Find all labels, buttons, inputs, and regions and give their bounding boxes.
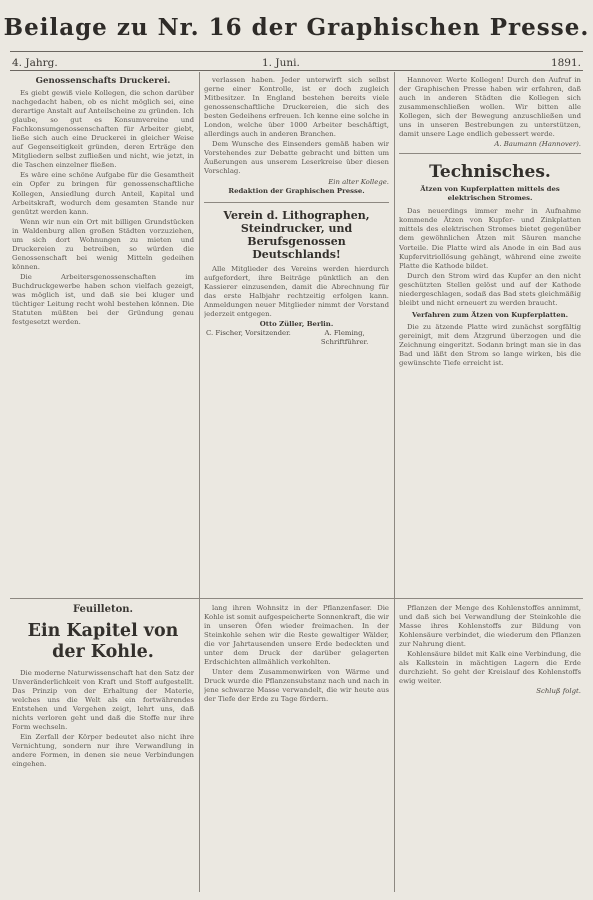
feuilleton-label: Feuilleton.: [73, 604, 133, 615]
editor-note: Redaktion der Graphischen Presse.: [228, 186, 365, 195]
paragraph: Die zu ätzende Platte wird zunächst sorgfältig gereinigt, mit dem Ätzgrund überzogen und die Zeichnung eingeritzt. Sodann bringt man sie in das Bad und läßt den Strom so lange wirken, bis die gewünschte Tiefe erreicht ist.: [399, 322, 581, 368]
column-right-upper: [399, 76, 581, 594]
separator: [204, 196, 389, 203]
article-heading-genossenschaft: Genossenschafts Druckerei.: [35, 76, 171, 86]
paragraph: Hannover. Werte Kollegen! Durch den Aufruf in der Graphischen Presse haben wir erfahren, daß auch in anderen Städten die Kollegen sich zusammenschließen wollen. Wir bitten alle Kollegen, sich der Bewegung anzuschließen und uns in unseren Bestrebungen zu unterstützen, damit unsere Lage endlich gebessert werde.: [399, 76, 581, 139]
paragraph: Es wäre eine schöne Aufgabe für die Gesamtheit ein Opfer zu bringen für genossenschaftliche Kollegen, Ansiedlung durch Anteil, Kapital und Arbeitskraft, wodurch dem gesamten Stande nur genützt werden kann.: [12, 171, 194, 216]
issue-date: 1. Juni.: [262, 57, 300, 69]
paragraph: Die moderne Naturwissenschaft hat den Satz der Unveränderlichkeit von Kraft und Stoff aufgestellt. Das Prinzip von der Erhaltung der Materie, welches uns die Welt als ein fortwährendes Entstehen und Vergehen zeigt, lehrt uns, daß nichts verloren geht und daß die Stoffe nur ihre Form wechseln.: [12, 669, 194, 732]
paragraph: Dem Wunsche des Einsenders gemäß haben wir Vorstehendes zur Debatte gebracht und bitten um Äußerungen aus unserem Leserkreise über diesen Vorschlag.: [204, 140, 389, 176]
signature: Ein alter Kollege.: [328, 177, 389, 186]
paragraph: verlassen haben. Jeder unterwirft sich selbst gerne einer Kontrolle, ist er doch zugleich Mitbesitzer. In England bestehen bereits viele genossenschaftliche Druckereien, die sich des besten Gedeihens erfreuen. Ich kenne eine solche in London, welche über 1000 Arbeiter beschäftigt, allerdings auch in anderen Branchen.: [204, 76, 389, 139]
section-divider: [10, 598, 583, 599]
column-divider-1: [199, 72, 200, 892]
verein-address: Otto Züller, Berlin.: [259, 319, 334, 328]
column-divider-2: [394, 72, 395, 892]
column-right-lower: [399, 604, 581, 894]
technisches-subheading-2: Verfahren zum Ätzen von Kupferplatten.: [411, 310, 569, 319]
verein-signatures: [204, 329, 389, 347]
paragraph: lang ihren Wohnsitz in der Pflanzenfaser. Die Kohle ist somit aufgespeicherte Sonnenkraft, die wir in unseren Öfen wieder freimachen. In der Steinkohle sehen wir die Reste gewaltiger Wälder, die vor Jahrtausenden unsere Erde bedeckten und unter dem Druck der darüber gelagerten Erdschichten allmählich verkohlten.: [204, 604, 389, 667]
signature: Schluß folgt.: [536, 687, 581, 696]
paragraph: Pflanzen der Menge des Kohlenstoffes annimmt, und daß sich bei Verwandlung der Steinkohle die Masse ihres Kohlenstoffs zur Bildung von Kohlensäure verbindet, die wiederum den Pflanzen zur Nahrung dient.: [399, 604, 581, 649]
column-genossenschaft: [12, 76, 194, 594]
paragraph: Alle Mitglieder des Vereins werden hierdurch aufgefordert, ihre Beiträge pünktlich an den Kassierer einzusenden, damit die Abrechnung für das erste Halbjahr rechtzeitig erfolgen kann. Anmeldungen neuer Mitglieder nimmt der Vorstand jederzeit entgegen.: [204, 264, 389, 318]
masthead-rule-bottom: [10, 70, 583, 71]
signature: A. Baumann (Hannover).: [494, 140, 581, 149]
volume-label: 4. Jahrg.: [12, 57, 58, 69]
paragraph: Kohlensäure bildet mit Kalk eine Verbindung, die als Kalkstein in mächtigen Lagern die Erde durchzieht. So geht der Kreislauf des Kohlenstoffs ewig weiter.: [399, 650, 581, 686]
masthead-title: Beilage zu Nr. 16 der Graphischen Presse.: [3, 14, 590, 41]
paragraph: Unter dem Zusammenwirken von Wärme und Druck wurde die Pflanzensubstanz nach und nach in jene schwarze Masse verwandelt, die wir heute aus der Tiefe der Erde zu Tage fördern.: [204, 668, 389, 704]
technisches-heading: Technisches.: [429, 162, 551, 183]
paragraph: Die Arbeitersgenossenschaften im Buchdruckgewerbe haben schon vielfach gezeigt, was möglich ist, und daß sie bei kluger und tüchtiger Leitung recht wohl bestehen können. Die Statuten müßten bei der Gründung genau festgesetzt werden.: [12, 272, 194, 327]
technisches-subheading: Ätzen von Kupferplatten mittels des elektrischen Stromes.: [420, 185, 560, 203]
verein-heading: Verein d. Lithographen, Steindrucker, und Berufsgenossen Deutschlands!: [223, 208, 370, 261]
masthead-rule-top: [10, 51, 583, 52]
paragraph: Wenn wir nun ein Ort mit billigen Grundstücken in Waldenburg allen großen Städten vorzuziehen, um sich dort Wohnungen zu mieten und Druckereien zu betreiben, so würden die Genossenschaft bei wenig Mitteln gedeihen können.: [12, 217, 194, 271]
issue-year: 1891.: [550, 57, 581, 69]
feuilleton-title: Ein Kapitel von der Kohle.: [27, 621, 179, 662]
paragraph: Durch den Strom wird das Kupfer an den nicht geschützten Stellen gelöst und auf der Kathode niedergeschlagen, sodaß das Bad stets gleichmäßig bleibt und nicht erneuert zu werden braucht.: [399, 271, 581, 307]
signature-right: A. Fleming, Schriftführer.: [320, 328, 369, 346]
paragraph: Das neuerdings immer mehr in Aufnahme kommende Ätzen von Kupfer- und Zinkplatten mittels des elektrischen Stromes bietet gegenüber dem gewöhnlichen Ätzen mit Säuren manche Vorteile. Die Platte wird als Anode in ein Bad aus Kupfervitriollösung gehängt, während eine zweite Platte die Kathode bildet.: [399, 207, 581, 270]
paragraph: Ein Zerfall der Körper bedeutet also nicht ihre Vernichtung, sondern nur ihre Verwandlung in andere Formen, in denen sie neue Verbindungen eingehen.: [12, 733, 194, 769]
signature-left: C. Fischer, Vorsitzender.: [205, 328, 291, 337]
paragraph: Es giebt gewiß viele Kollegen, die schon darüber nachgedacht haben, ob es nicht möglich sei, eine derartige Anstalt auf Anteilscheine zu gründen. Ich glaube, so gut es Konsumvereine und Fachkonsumgenossenschaften für Arbeiter giebt, ließe sich auch eine Druckerei in gleicher Weise auf Gegenseitigkeit gründen, deren Erträge den Mitgliedern selbst zufließen und nicht, wie jetzt, in die Taschen einzelner fließen.: [12, 89, 194, 170]
column-feuilleton: [12, 604, 194, 894]
separator: [399, 149, 581, 154]
column-middle-lower: [204, 604, 389, 894]
column-middle-upper: [204, 76, 389, 596]
